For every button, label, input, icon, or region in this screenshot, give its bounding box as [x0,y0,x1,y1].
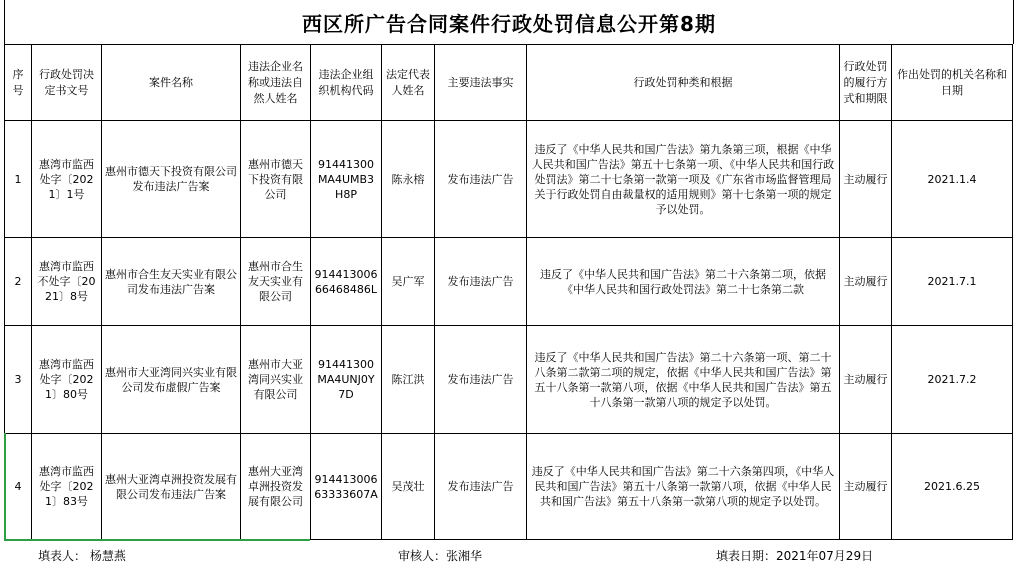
header-case-name[interactable]: 案件名称 [102,45,241,121]
header-seq[interactable]: 序号 [5,45,32,121]
header-org-code[interactable]: 违法企业组织机构代码 [311,45,382,121]
cell-rep[interactable]: 吴广军 [382,238,435,326]
cell-method[interactable]: 主动履行 [840,121,892,238]
header-rep[interactable]: 法定代表人姓名 [382,45,435,121]
cell-violation[interactable]: 发布违法广告 [435,238,527,326]
cell-org-code[interactable]: 91441300663333607A [311,434,382,540]
cell-doc-no[interactable]: 惠湾市监西处字〔2021〕1号 [32,121,102,238]
cell-date[interactable]: 2021.7.1 [892,238,1013,326]
table-row [5,326,1013,434]
header-authority[interactable]: 作出处罚的机关名称和日期 [892,45,1013,121]
cell-party[interactable]: 惠州市大亚湾同兴实业有限公司 [241,326,311,434]
cell-method[interactable]: 主动履行 [840,434,892,540]
signature-footer [0,541,1016,567]
cell-org-code[interactable]: 91441300MA4UNJ0Y7D [311,326,382,434]
cell-basis[interactable]: 违反了《中华人民共和国广告法》第二十六条第一项、第二十八条第二款第二项的规定，依据《中华人民共和国广告法》第五十八条第一款第八项，依据《中华人民共和国广告法》第五十八条第一款第八项的规定予以处罚。 [527,326,840,434]
cell-case-name[interactable]: 惠州大亚湾卓洲投资发展有限公司发布违法广告案 [102,434,241,540]
cell-violation[interactable]: 发布违法广告 [435,326,527,434]
cell-case-name[interactable]: 惠州市合生友天实业有限公司发布违法广告案 [102,238,241,326]
cell-case-name[interactable]: 惠州市大亚湾同兴实业有限公司发布虚假广告案 [102,326,241,434]
cell-date[interactable]: 2021.7.2 [892,326,1013,434]
cell-violation[interactable]: 发布违法广告 [435,434,527,540]
cell-basis[interactable]: 违反了《中华人民共和国广告法》第二十六条第四项，《中华人民共和国广告法》第五十八条第一款第八项，依据《中华人民共和国广告法》第五十八条第一款第八项的规定予以处罚。 [527,434,840,540]
cell-method[interactable]: 主动履行 [840,326,892,434]
header-row [5,45,1013,121]
cell-doc-no[interactable]: 惠湾市监西处字〔2021〕83号 [32,434,102,540]
cell-rep[interactable]: 陈永榕 [382,121,435,238]
cell-rep[interactable]: 陈江洪 [382,326,435,434]
table-row [5,121,1013,238]
cell-seq[interactable]: 2 [5,238,32,326]
cell-party[interactable]: 惠州大亚湾卓洲投资发展有限公司 [241,434,311,540]
selection-border [4,433,6,539]
cell-basis[interactable]: 违反了《中华人民共和国广告法》第九条第三项，根据《中华人民共和国广告法》第五十七条第一项、《中华人民共和国行政处罚法》第二十七条第一款第一项及《广东省市场监督管理局关于行政处罚自由裁量权的适用规则》第十七条第一项的规定予以处罚。 [527,121,840,238]
cell-violation[interactable]: 发布违法广告 [435,121,527,238]
header-method[interactable]: 行政处罚的履行方式和期限 [840,45,892,121]
cell-date[interactable]: 2021.6.25 [892,434,1013,540]
fill-date-label: 填表日期：2021年07月29日 [716,549,874,563]
header-basis[interactable]: 行政处罚种类和根据 [527,45,840,121]
cell-method[interactable]: 主动履行 [840,238,892,326]
table-row [5,434,1013,540]
cell-seq[interactable]: 3 [5,326,32,434]
reviewer-label: 审核人：张湘华 [398,549,483,563]
cell-date[interactable]: 2021.1.4 [892,121,1013,238]
document-title: 西区所广告合同案件行政处罚信息公开第8期 [4,0,1014,44]
cell-doc-no[interactable]: 惠湾市监西不处字〔2021〕8号 [32,238,102,326]
cell-case-name[interactable]: 惠州市德天下投资有限公司发布违法广告案 [102,121,241,238]
cell-rep[interactable]: 吴茂壮 [382,434,435,540]
filler-label: 填表人： 杨慧燕 [38,549,126,563]
table-row [5,238,1013,326]
header-doc-no[interactable]: 行政处罚决定书文号 [32,45,102,121]
cell-org-code[interactable]: 91441300MA4UMB3H8P [311,121,382,238]
header-party[interactable]: 违法企业名称或违法自然人姓名 [241,45,311,121]
cell-doc-no[interactable]: 惠湾市监西处字〔2021〕80号 [32,326,102,434]
cell-seq[interactable]: 4 [5,434,32,540]
cell-basis[interactable]: 违反了《中华人民共和国广告法》第二十六条第二项，依据《中华人民共和国行政处罚法》第二十七条第二款 [527,238,840,326]
cell-seq[interactable]: 1 [5,121,32,238]
cell-party[interactable]: 惠州市德天下投资有限公司 [241,121,311,238]
header-violation[interactable]: 主要违法事实 [435,45,527,121]
cell-party[interactable]: 惠州市合生友天实业有限公司 [241,238,311,326]
penalty-table [4,44,1013,540]
cell-org-code[interactable]: 91441300666468486L [311,238,382,326]
